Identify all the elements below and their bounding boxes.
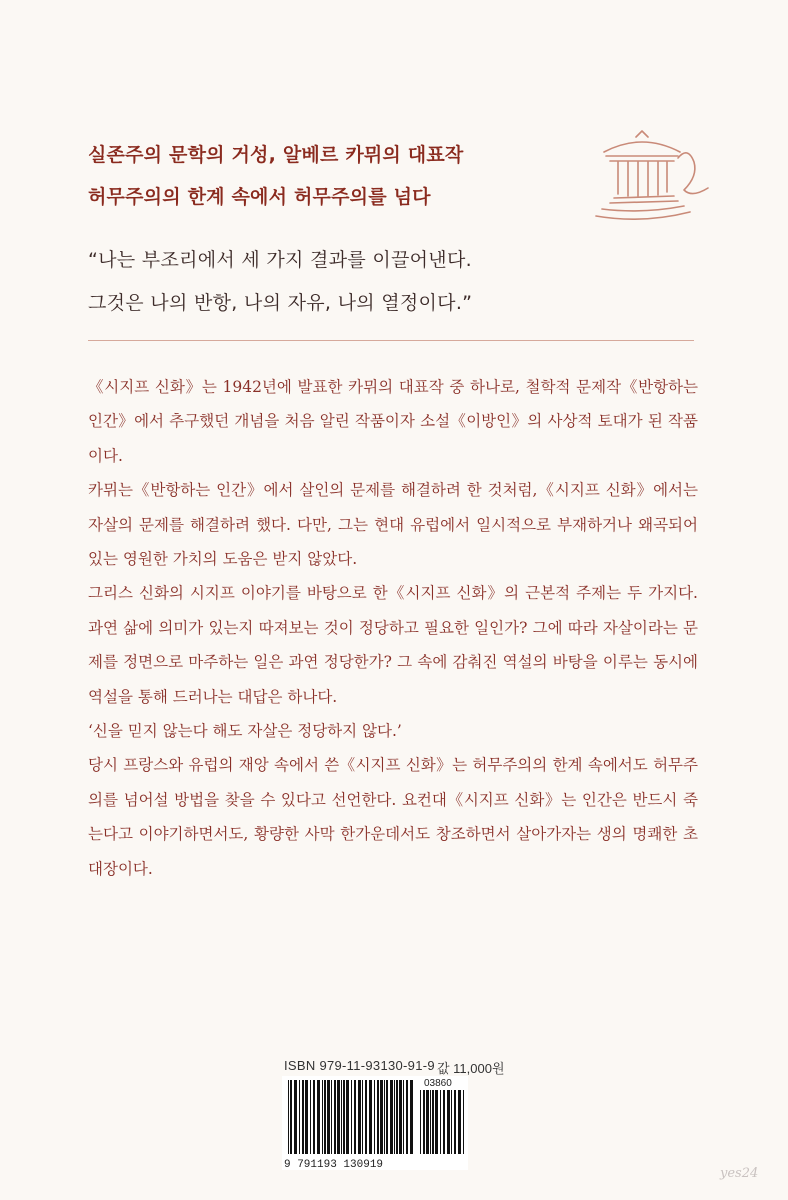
barcode-bar [420, 1090, 421, 1154]
barcode-bar [390, 1080, 393, 1154]
barcode-bar [399, 1080, 402, 1154]
barcode-bar [369, 1080, 372, 1154]
yes24-watermark: yes24 [720, 1166, 759, 1181]
classical-temple-line-icon [592, 128, 710, 228]
barcode-bar [426, 1090, 429, 1154]
barcode-bar [302, 1080, 304, 1154]
isbn-label: ISBN 979-11-93130-91-9 [284, 1058, 435, 1073]
barcode-bar [410, 1080, 413, 1154]
barcode-bar [294, 1080, 297, 1154]
barcode-bar [463, 1090, 464, 1154]
barcode-bar [430, 1090, 431, 1154]
barcode-bar [423, 1090, 425, 1154]
barcode-bar [351, 1080, 352, 1154]
price-label: 값 11,000원 [437, 1061, 505, 1076]
barcode-digits: 9 791193 130919 [284, 1159, 384, 1170]
body-paragraph-3: 그리스 신화의 시지프 이야기를 바탕으로 한《시지프 신화》의 근본적 주제는 두 가지다. 과연 삶에 의미가 있는지 따져보는 것이 정당하고 필요한 일인가? 그에 따라 자살이라는 문제를 정면으로 마주하는 일은 과연 정당한가? 그 속에 감춰진 역설의 바탕을 이루는 동시에 역설을 통해 드러나는 대답은 하나다. [88, 584, 698, 706]
barcode-bar [440, 1090, 441, 1154]
barcode-bar [354, 1080, 356, 1154]
barcode-bar [313, 1080, 315, 1154]
barcode-bar [322, 1080, 323, 1154]
barcode-bar [324, 1080, 326, 1154]
barcode-bar [310, 1080, 311, 1154]
barcode-bar [365, 1080, 367, 1154]
barcode-bar [305, 1080, 308, 1154]
barcode-bar [451, 1090, 452, 1154]
barcode-bar [362, 1080, 363, 1154]
barcode-bar [396, 1080, 398, 1154]
headline-line-2: 허무주의의 한계 속에서 허무주의를 넘다 [88, 186, 431, 208]
barcode-bar [343, 1080, 345, 1154]
barcode-bar [341, 1080, 342, 1154]
barcode-bar [334, 1080, 336, 1154]
barcode-bar [337, 1080, 340, 1154]
body-paragraph-4: ‘신을 믿지 않는다 해도 자살은 정당하지 않다.’ [88, 722, 402, 741]
section-divider [88, 340, 694, 341]
barcode-bar [435, 1090, 438, 1154]
barcode-bar [386, 1080, 388, 1154]
barcode-bar [290, 1080, 292, 1154]
quote-line-1: “나는 부조리에서 세 가지 결과를 이끌어낸다. [88, 249, 472, 271]
barcode-bar [346, 1080, 349, 1154]
barcode-addon-code: 03860 [424, 1078, 452, 1089]
barcode-bar [454, 1090, 456, 1154]
barcode-bar [432, 1090, 434, 1154]
body-paragraph-1: 《시지프 신화》는 1942년에 발표한 카뮈의 대표작 중 하나로, 철학적 문제작《반항하는 인간》에서 추구했던 개념을 처음 알린 작품이자 소설《이방인》의 사상적 토대가 된 작품이다. [88, 378, 698, 465]
barcode-bar [317, 1080, 320, 1154]
barcode-bar [443, 1090, 445, 1154]
headline-line-1: 실존주의 문학의 거성, 알베르 카뮈의 대표작 [88, 144, 464, 166]
barcode-bar [406, 1080, 408, 1154]
barcode-bar [377, 1080, 379, 1154]
barcode-bar [331, 1080, 332, 1154]
barcode-bar [458, 1090, 461, 1154]
barcode-bar [374, 1080, 375, 1154]
barcode-bar [447, 1090, 450, 1154]
quote-line-2: 그것은 나의 반항, 나의 자유, 나의 열정이다.” [88, 292, 473, 314]
description-body [88, 370, 698, 886]
barcode-bar [358, 1080, 361, 1154]
barcode-bar [394, 1080, 395, 1154]
isbn-barcode [282, 1076, 468, 1170]
body-paragraph-5: 당시 프랑스와 유럽의 재앙 속에서 쓴《시지프 신화》는 허무주의의 한계 속에서도 허무주의를 넘어설 방법을 찾을 수 있다고 선언한다. 요컨대《시지프 신화》는 인간은 반드시 죽는다고 이야기하면서도, 황량한 사막 한가운데서도 창조하면서 살아가자는 생의 명쾌한 초대장이다. [88, 756, 698, 878]
barcode-bar [384, 1080, 385, 1154]
barcode-bar [380, 1080, 383, 1154]
barcode-bar [288, 1080, 289, 1154]
barcode-bar [299, 1080, 300, 1154]
body-paragraph-2: 카뮈는《반항하는 인간》에서 살인의 문제를 해결하려 한 것처럼,《시지프 신화》에서는 자살의 문제를 해결하려 했다. 다만, 그는 현대 유럽에서 일시적으로 부재하거나 왜곡되어 있는 영원한 가치의 도움은 받지 않았다. [88, 481, 698, 569]
barcode-bar [403, 1080, 404, 1154]
barcode-bar [327, 1080, 330, 1154]
